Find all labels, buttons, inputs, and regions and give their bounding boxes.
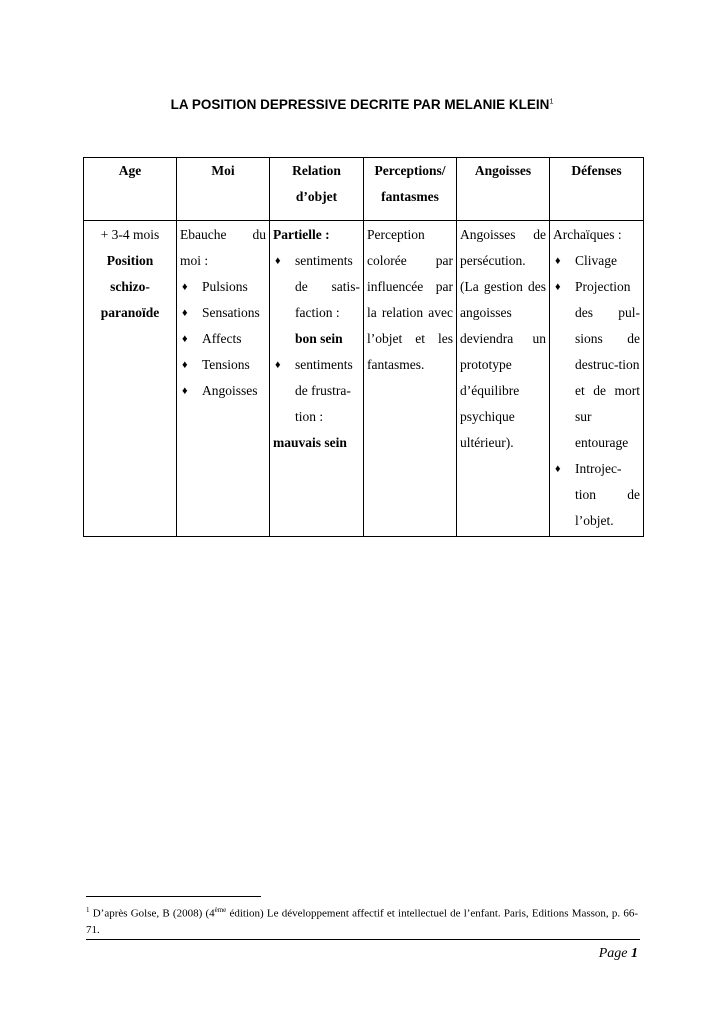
- cell-perceptions: Perception colorée par influencée par la relation avec l’objet et les fantasmes.: [364, 221, 457, 537]
- list-item: ♦ sentiments de satis- faction : bon sein: [273, 248, 360, 352]
- diamond-bullet-icon: ♦: [555, 255, 561, 267]
- table-row: [84, 221, 644, 537]
- list-item: ♦ Affects: [180, 326, 266, 352]
- cell-moi: Ebauche du moi : ♦ Pulsions ♦ Sensations ♦ Affects ♦ Tensions ♦ Angoisses: [177, 221, 270, 537]
- diamond-bullet-icon: ♦: [555, 463, 561, 475]
- cell-relation: Partielle : ♦ sentiments de satis- faction : bon sein ♦ sentiments de frustra- tion : mauvais sein: [270, 221, 364, 537]
- footnote-ref: 1: [549, 98, 554, 106]
- diamond-bullet-icon: ♦: [555, 281, 561, 293]
- age-period: + 3-4 mois: [100, 227, 160, 242]
- diamond-bullet-icon: ♦: [182, 307, 188, 319]
- klein-position-table: [83, 157, 644, 537]
- list-item: ♦ Tensions: [180, 352, 266, 378]
- header-age: Age: [84, 158, 177, 221]
- cell-age: [84, 221, 177, 537]
- position-name: Position schizo- paranoïde: [100, 253, 160, 320]
- list-item: ♦ sentiments de frustra- tion :: [273, 352, 360, 430]
- diamond-bullet-icon: ♦: [275, 255, 281, 267]
- cell-angoisses: Angoisses de persécution. (La gestion des angoisses deviendra un prototype d’équilibre psychique ultérieur).: [457, 221, 550, 537]
- document-title: LA POSITION DEPRESSIVE DECRITE PAR MELANIE KLEIN$^1$: [170, 97, 554, 112]
- list-item: ♦ Angoisses: [180, 378, 266, 404]
- list-item: ♦ Introjec-tion de l’objet.: [553, 456, 640, 534]
- page-number: Page 1: [598, 946, 638, 961]
- header-angoisses: Angoisses: [457, 158, 550, 221]
- diamond-bullet-icon: ♦: [182, 385, 188, 397]
- defenses-list: [553, 248, 640, 534]
- diamond-bullet-icon: ♦: [182, 333, 188, 345]
- footnote-separator: [86, 896, 261, 897]
- list-item: ♦ Projection des pul-sions de destruc-tion et de mort sur entourage: [553, 274, 640, 456]
- diamond-bullet-icon: ♦: [182, 359, 188, 371]
- header-perceptions: Perceptions/ fantasmes: [364, 158, 457, 221]
- list-item: ♦ Clivage: [553, 248, 640, 274]
- table-header-row: [84, 158, 644, 221]
- footnote: $^1$ D’après Golse, B (2008) (4ème édition) Le développement affectif et intellectuel de l’enfant. Paris, Editions Masson, p. 66-71.: [86, 906, 638, 936]
- diamond-bullet-icon: ♦: [275, 359, 281, 371]
- list-item: ♦ Sensations: [180, 300, 266, 326]
- footer-rule: [86, 939, 640, 940]
- cell-defenses: Archaïques : ♦ Clivage ♦ Projection des pul-sions de destruc-tion et de mort sur entourage ♦ Introjec-tion de l’objet.: [550, 221, 644, 537]
- header-moi: Moi: [177, 158, 270, 221]
- moi-list: [180, 274, 266, 404]
- list-item: ♦ Pulsions: [180, 274, 266, 300]
- diamond-bullet-icon: ♦: [182, 281, 188, 293]
- header-relation: Relation d’objet: [270, 158, 364, 221]
- header-defenses: Défenses: [550, 158, 644, 221]
